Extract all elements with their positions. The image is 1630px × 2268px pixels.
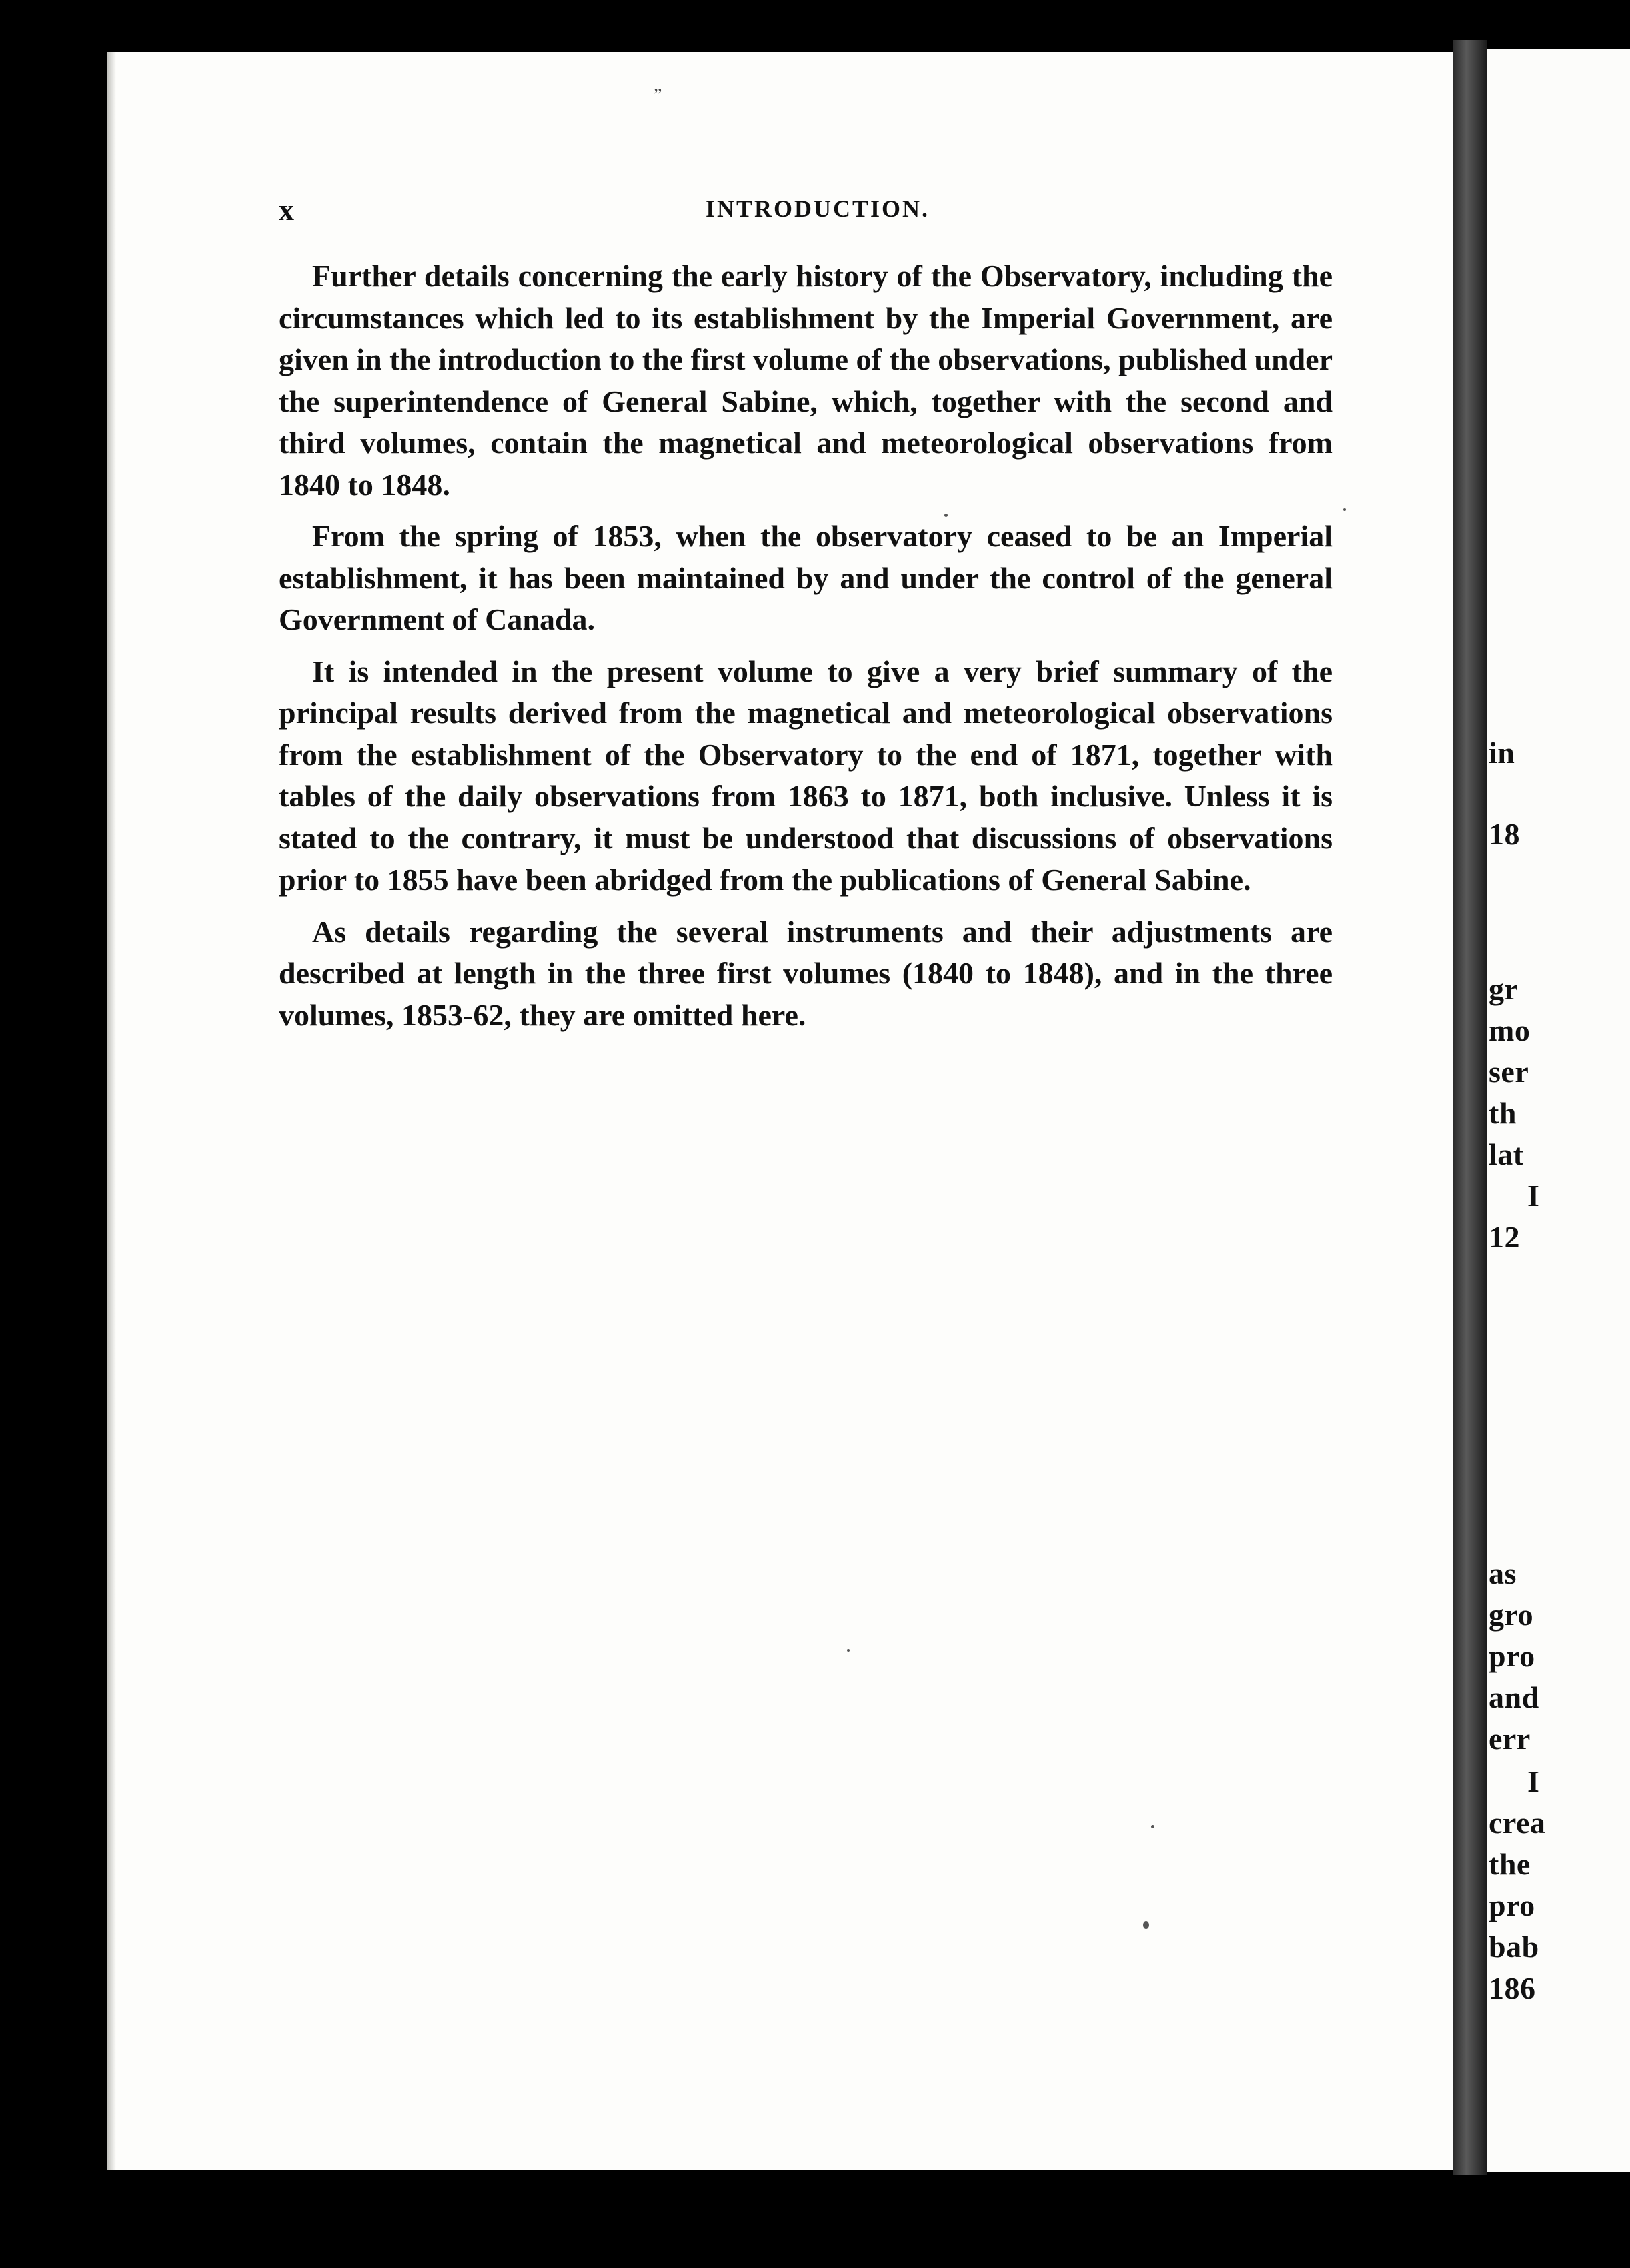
paragraph-present-volume: It is intended in the present volume to give a very brief summary of the principal results derived from the magnetical and meteorological observations from the establishment of the Observatory to the end of 1871, together with tables of the daily observations from 1863 to 1871, both inclusive. Unless it is stated to the contrary, it must be understood that discussions of observations prior to 1855 have been abridged from the publications of General Sabine. (279, 654, 1333, 897)
running-head: INTRODUCTION. (706, 195, 930, 222)
ink-speck (944, 514, 948, 517)
fragment-line: 12 (1489, 1220, 1520, 1254)
fragment-line: pro (1489, 1639, 1535, 1673)
fragment-line: pro (1489, 1888, 1535, 1922)
ink-speck (1151, 1825, 1154, 1828)
fragment-line: lat (1489, 1137, 1524, 1171)
fragment-line: I (1527, 1764, 1540, 1798)
body-text (279, 255, 1333, 1046)
fragment-line: bab (1489, 1930, 1539, 1964)
fragment-line: 18 (1489, 817, 1520, 851)
fragment-line: I (1527, 1179, 1540, 1213)
fragment-line: 186 (1489, 1971, 1536, 2005)
page-header (279, 192, 1333, 232)
fragment-line: mo (1489, 1013, 1531, 1047)
facing-page-fragment (1487, 49, 1630, 2172)
fragment-line: gr (1489, 972, 1519, 1006)
page-number: x (279, 193, 294, 227)
ink-speck (847, 1649, 850, 1652)
fragment-line: gro (1489, 1598, 1534, 1632)
ink-speck (1343, 508, 1346, 511)
folio-mark: ” (654, 85, 662, 106)
fragment-line: in (1489, 736, 1515, 770)
ink-speck (1143, 1921, 1149, 1929)
page-gutter (1453, 40, 1487, 2175)
fragment-line: the (1489, 1847, 1531, 1881)
paragraph-early-history: Further details concerning the early history of the Observatory, including the circumstances which led to its establishment by the Imperial Government, are given in the introduction to the first volume of the observations, published under the superintendence of General Sabine, which, together with the second and third volumes, contain the magnetical and meteorological observations from 1840 to 1848. (279, 259, 1333, 502)
fragment-line: crea (1489, 1806, 1546, 1840)
fragment-line: ser (1489, 1055, 1529, 1089)
paragraph-spring-1853: From the spring of 1853, when the observatory ceased to be an Imperial establishment, it has been maintained by and under the control of the general Government of Canada. (279, 519, 1333, 636)
fragment-line: as (1489, 1556, 1517, 1590)
fragment-line: err (1489, 1722, 1531, 1756)
fragment-line: th (1489, 1096, 1517, 1130)
fragment-line: and (1489, 1680, 1539, 1714)
paragraph-instrument-details: As details regarding the several instruments and their adjustments are described at length in the three first volumes (1840 to 1848), and in the three volumes, 1853-62, they are omitted here. (279, 914, 1333, 1032)
